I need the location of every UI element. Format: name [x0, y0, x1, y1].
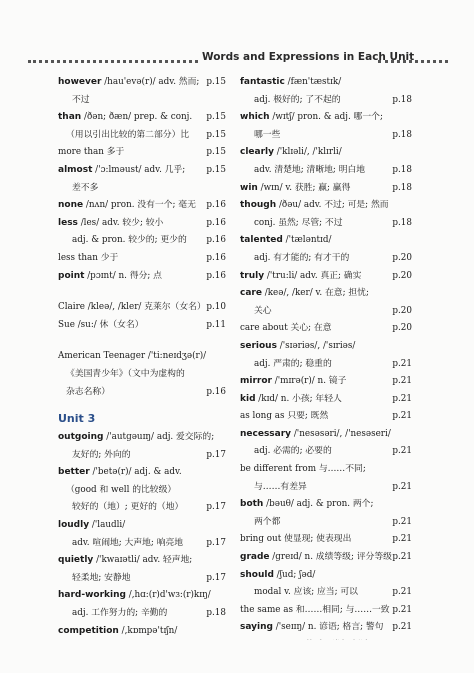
entry-text: adv. 喧闹地; 大声地; 响亮地	[72, 537, 184, 548]
entry-text: however /hau'evə(r)/ adv. 然而;	[58, 77, 200, 87]
entry-headword-line	[240, 391, 412, 409]
entry-text: grade /greɪd/ n. 成绩等级; 评分等级	[240, 552, 392, 563]
entry-line	[58, 299, 226, 317]
entry-headword-line	[58, 552, 226, 570]
entry-line	[240, 127, 412, 145]
entry-text: saying /'seɪɪŋ/ n. 谚语; 格言; 警句	[240, 622, 384, 633]
entry-line	[58, 366, 226, 384]
page-number: p.15	[206, 77, 226, 87]
entry-headword-line	[58, 162, 226, 180]
entry-text: loudly /'laudli/	[58, 520, 126, 531]
page-number: p.21	[392, 358, 412, 369]
entry-line	[240, 461, 412, 479]
entry-text: adj. 有才能的; 有才干的	[254, 252, 350, 263]
page-number: p.16	[206, 270, 226, 281]
page-number: p.21	[392, 516, 412, 527]
page-number: p.11	[206, 319, 226, 330]
entry-text: care about 关心; 在意	[240, 323, 332, 334]
entry-text: almost /'ɔ:lməust/ adv. 几乎;	[58, 164, 186, 175]
entry-line	[58, 180, 226, 198]
page-number: p.18	[392, 129, 412, 140]
entry-text: 杂志名称）	[66, 386, 110, 397]
page-header-title: Words and Expressions in Each Unit	[202, 51, 415, 63]
entry-line	[240, 531, 412, 549]
entry-text: modal v. 应该; 应当; 可以	[254, 587, 358, 598]
entry-headword-line	[58, 587, 226, 605]
entry-headword-line	[240, 338, 412, 356]
page-number: p.17	[206, 502, 226, 513]
page-bottom-margin	[0, 640, 474, 673]
page-number: p.17	[206, 449, 226, 460]
entry-text: win /wɪn/ v. 获胜; 赢; 赢得	[240, 182, 351, 193]
entry-headword-line	[240, 74, 412, 92]
entry-text: better /'betə(r)/ adj. & adv.	[58, 467, 182, 478]
page-number: p.21	[392, 587, 412, 598]
left-column	[58, 74, 226, 658]
page-number: p.21	[392, 481, 412, 492]
entry-text: adj. & pron. 较少的; 更少的	[72, 235, 187, 246]
entry-headword-line	[240, 549, 412, 567]
entry-text: both /bəuθ/ adj. & pron. 两个;	[240, 499, 374, 510]
right-column	[240, 74, 412, 672]
entry-line	[58, 535, 226, 553]
entry-headword-line	[240, 180, 412, 198]
header-rule-left	[28, 60, 198, 63]
page-number: p.21	[392, 411, 412, 422]
entry-line	[58, 482, 226, 500]
spacer	[58, 401, 226, 409]
entry-headword-line	[240, 426, 412, 444]
entry-line	[58, 605, 226, 623]
entry-line	[240, 514, 412, 532]
entry-line	[58, 250, 226, 268]
spacer	[58, 285, 226, 299]
entry-text: （用以引出比较的第二部分）比	[66, 129, 190, 140]
page-number: p.20	[392, 252, 412, 263]
page-number: p.20	[392, 323, 412, 334]
entry-line	[240, 92, 412, 110]
entry-text: care /keə/, /ker/ v. 在意; 担忧;	[240, 288, 369, 299]
entry-headword-line	[240, 567, 412, 585]
page-number: p.20	[392, 305, 412, 316]
page-number: p.21	[392, 446, 412, 457]
page-number: p.21	[392, 393, 412, 404]
entry-text: 较好的（地）; 更好的（地）	[72, 502, 184, 513]
entry-text: though /ðəu/ adv. 不过; 可是; 然而	[240, 200, 389, 211]
page-number: p.21	[392, 622, 412, 633]
entry-headword-line	[58, 623, 226, 641]
page-number: p.15	[206, 147, 226, 158]
entry-headword-line	[240, 232, 412, 250]
page-number: p.21	[392, 604, 412, 615]
entry-line	[240, 162, 412, 180]
entry-text: adj. 必需的; 必要的	[254, 446, 332, 457]
page-number: p.18	[206, 608, 226, 619]
entry-text: competition /,kɒmpə'tɪʃn/	[58, 625, 178, 636]
entry-text: none /nʌn/ pron. 没有一个; 毫无	[58, 200, 196, 211]
entry-text: serious /'sɪəriəs/, /'sɪriəs/	[240, 340, 356, 351]
entry-headword-line	[58, 429, 226, 447]
entry-text: be different from 与……不同;	[240, 464, 366, 475]
entry-line	[58, 127, 226, 145]
entry-headword-line	[58, 74, 226, 92]
page-number: p.16	[206, 235, 226, 246]
entry-text: 哪一些	[254, 129, 281, 140]
entry-text: adv. 清楚地; 清晰地; 明白地	[254, 164, 366, 175]
entry-text: 与……有差异	[254, 481, 307, 492]
entry-text: outgoing /'autgəuɪŋ/ adj. 爱交际的;	[58, 432, 215, 443]
entry-line	[58, 144, 226, 162]
entry-headword-line	[58, 197, 226, 215]
entry-line	[240, 356, 412, 374]
entry-text: American Teenager /'ti:neɪdʒə(r)/	[58, 351, 207, 362]
entry-text: than /ðən; ðæn/ prep. & conj.	[58, 112, 193, 123]
unit-heading: Unit 3	[58, 412, 96, 426]
header-rule-right	[378, 60, 448, 63]
entry-headword-line	[240, 109, 412, 127]
page-number: p.16	[206, 386, 226, 397]
page-number: p.18	[392, 164, 412, 175]
entry-text: bring out 使显现; 使表现出	[240, 534, 352, 545]
page-number: p.15	[206, 129, 226, 140]
entry-line	[58, 348, 226, 366]
page-number: p.16	[206, 252, 226, 263]
entry-text: truly /'tru:li/ adv. 真正; 确实	[240, 270, 362, 281]
entry-headword-line	[58, 268, 226, 286]
entry-headword-line	[240, 197, 412, 215]
entry-text: talented /'tæləntɪd/	[240, 235, 332, 246]
entry-line	[58, 499, 226, 517]
entry-text: as long as 只要; 既然	[240, 411, 329, 422]
page-number: p.15	[206, 112, 226, 123]
page-number: p.21	[392, 534, 412, 545]
entry-text: 友好的; 外向的	[72, 449, 131, 460]
entry-headword-line	[58, 109, 226, 127]
entry-text: 《美国青少年》（文中为虚构的	[66, 368, 185, 379]
page-number: p.18	[392, 217, 412, 228]
page-number: p.20	[392, 270, 412, 281]
entry-text: adj. 工作努力的; 辛勤的	[72, 608, 168, 619]
entry-text: quietly /'kwaɪətli/ adv. 轻声地;	[58, 555, 193, 566]
entry-text: more than 多于	[58, 147, 125, 158]
entry-text: hard-working /,hɑ:(r)d'wɜ:(r)kɪŋ/	[58, 590, 211, 601]
entry-headword-line	[58, 517, 226, 535]
entry-text: which /wɪtʃ/ pron. & adj. 哪一个;	[240, 112, 383, 123]
entry-line	[58, 570, 226, 588]
entry-text: mirror /'mɪrə(r)/ n. 镜子	[240, 376, 347, 387]
entry-text: less /les/ adv. 较少; 较小	[58, 217, 164, 228]
page-number: p.21	[392, 552, 412, 563]
entry-line	[240, 443, 412, 461]
entry-line	[58, 92, 226, 110]
entry-text: adj. 严肃的; 稳重的	[254, 358, 332, 369]
page-number: p.21	[392, 376, 412, 387]
page-number: p.16	[206, 200, 226, 211]
page-number: p.16	[206, 217, 226, 228]
entry-line	[240, 250, 412, 268]
spacer	[58, 334, 226, 348]
entry-headword-line	[240, 285, 412, 303]
entry-text: clearly /'klɪəli/, /'klɪrli/	[240, 147, 342, 158]
entry-headword-line	[58, 464, 226, 482]
entry-line	[58, 317, 226, 335]
entry-text: 差不多	[72, 182, 99, 193]
entry-line	[240, 602, 412, 620]
entry-text: should /ʃud; ʃəd/	[240, 569, 316, 580]
entry-headword-line	[240, 496, 412, 514]
entry-line	[240, 320, 412, 338]
entry-line	[240, 408, 412, 426]
entry-line	[58, 447, 226, 465]
entry-text: 不过	[72, 94, 90, 105]
entry-headword-line	[240, 619, 412, 637]
entry-text: less than 少于	[58, 252, 119, 263]
page-number: p.18	[392, 182, 412, 193]
entry-text: 轻柔地; 安静地	[72, 572, 131, 583]
entry-headword-line	[240, 373, 412, 391]
entry-headword-line	[240, 144, 412, 162]
entry-text: kid /kɪd/ n. 小孩; 年轻人	[240, 393, 342, 404]
entry-text: Sue /su:/ 休（女名）	[58, 319, 144, 330]
entry-text: the same as 和……相同; 与……一致	[240, 604, 390, 615]
entry-text: （good 和 well 的比较级）	[66, 484, 177, 495]
entry-text: conj. 虽然; 尽管; 不过	[254, 217, 343, 228]
entry-text: Claire /kleə/, /kler/ 克莱尔（女名）	[58, 302, 206, 313]
page-number: p.15	[206, 164, 226, 175]
page-number: p.17	[206, 537, 226, 548]
entry-text: 两个都	[254, 516, 281, 527]
entry-line	[58, 232, 226, 250]
entry-text: point /pɔɪnt/ n. 得分; 点	[58, 270, 162, 281]
page-number: p.10	[206, 302, 226, 313]
entry-headword-line	[58, 215, 226, 233]
entry-headword-line	[240, 268, 412, 286]
entry-text: fantastic /fæn'tæstɪk/	[240, 77, 342, 87]
entry-line	[58, 384, 226, 402]
entry-text: necessary /'nesəsəri/, /'nesəseri/	[240, 428, 391, 439]
entry-text: 关心	[254, 305, 272, 316]
entry-line	[240, 303, 412, 321]
page-number: p.17	[206, 572, 226, 583]
entry-line	[240, 584, 412, 602]
entry-line	[240, 479, 412, 497]
entry-text: adj. 极好的; 了不起的	[254, 94, 341, 105]
entry-line	[240, 215, 412, 233]
page-number: p.18	[392, 94, 412, 105]
